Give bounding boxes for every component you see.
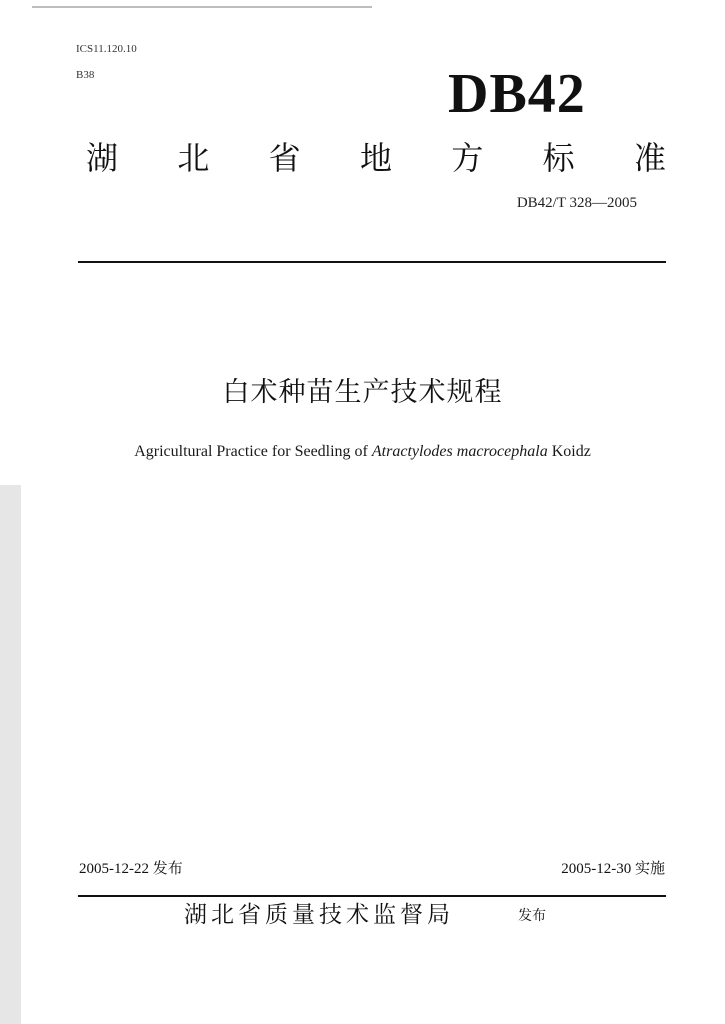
standard-type-char: 省 bbox=[268, 139, 301, 177]
title-english-prefix: Agricultural Practice for Seedling of bbox=[134, 443, 372, 460]
classification-code: B38 bbox=[76, 69, 95, 81]
standard-type-char: 湖 bbox=[86, 139, 119, 177]
scan-margin-shadow bbox=[0, 485, 21, 1024]
document-title-chinese: 白术种苗生产技术规程 bbox=[222, 377, 503, 408]
footer-divider bbox=[78, 895, 666, 897]
implementation-date: 2005-12-30 实施 bbox=[561, 861, 665, 877]
title-english-suffix: Koidz bbox=[547, 443, 591, 460]
issue-date: 2005-12-22 发布 bbox=[79, 861, 183, 877]
title-english-species: Atractylodes macrocephala bbox=[371, 443, 548, 460]
standard-type-char: 准 bbox=[633, 139, 666, 177]
standard-type-char: 北 bbox=[177, 139, 210, 177]
header-divider bbox=[78, 261, 666, 263]
scan-edge-line bbox=[32, 6, 372, 8]
standard-type-char: 标 bbox=[542, 139, 575, 177]
issuing-authority-suffix: 发布 bbox=[518, 908, 546, 924]
standard-code-logo: DB42 bbox=[448, 63, 586, 125]
standard-type-char: 方 bbox=[451, 139, 484, 177]
issuing-authority: 湖北省质量技术监督局 bbox=[184, 902, 454, 928]
document-title-english bbox=[0, 442, 725, 462]
standard-number: DB42/T 328—2005 bbox=[516, 195, 637, 211]
ics-code: ICS11.120.10 bbox=[76, 43, 137, 55]
standard-type-heading bbox=[86, 138, 666, 178]
standard-type-char: 地 bbox=[359, 139, 392, 177]
